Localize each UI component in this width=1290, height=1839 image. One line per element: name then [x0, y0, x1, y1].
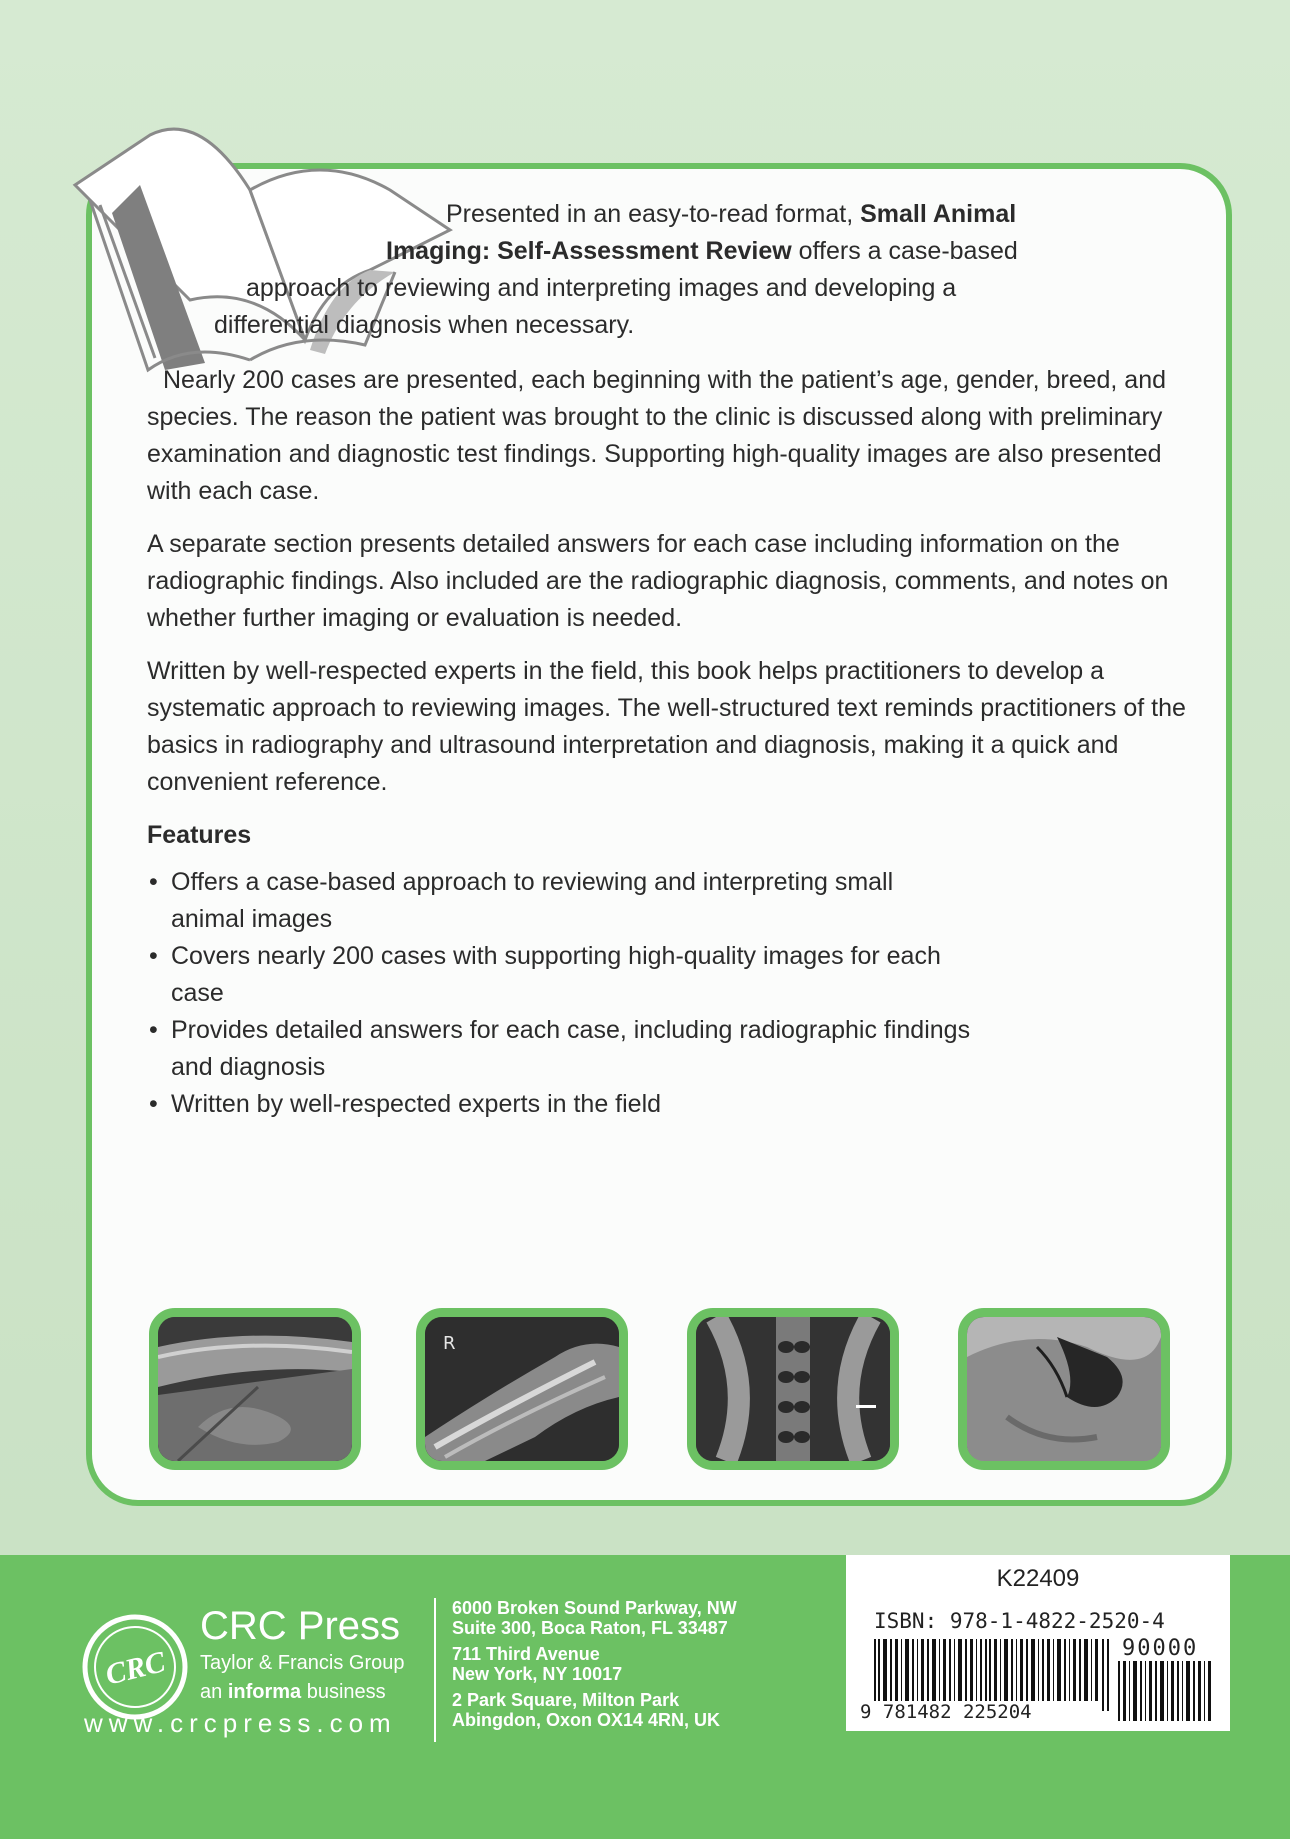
intro-title-b: Imaging: Self-Assessment Review	[386, 237, 792, 265]
radiograph-spine-image	[687, 1308, 899, 1470]
description	[147, 362, 1187, 1123]
radiograph-limb-image	[416, 1308, 628, 1470]
marker-r: R	[443, 1333, 456, 1354]
publisher-tagline	[200, 1679, 386, 1705]
feature-item: • Covers nearly 200 cases with supporting high-quality images for each case	[147, 938, 947, 1012]
logo-text: CRC	[102, 1645, 169, 1692]
address-line: 2 Park Square, Milton Park	[452, 1690, 680, 1710]
address-line: Suite 300, Boca Raton, FL 33487	[452, 1618, 728, 1638]
radiograph-contrast-image	[958, 1308, 1170, 1470]
intro-line-2b: offers a case-based	[791, 237, 1018, 265]
address-line: New York, NY 10017	[452, 1664, 623, 1684]
catalog-code: K22409	[996, 1565, 1080, 1592]
tagline-pre: an	[200, 1681, 228, 1703]
intro-line-3: approach to reviewing and interpreting images and developing a	[246, 274, 957, 302]
paragraph-3: Written by well-respected experts in the field, this book helps practitioners to develop a systematic approach to reviewing images. The well-structured text reminds practitioners of the basics in radiography and ultrasound interpretation and diagnosis, making it a quick and convenient reference.	[147, 657, 1186, 796]
barcode-box	[846, 1555, 1230, 1731]
publisher-url[interactable]: www.crcpress.com	[84, 1708, 397, 1738]
intro-line-1a: Presented in an easy-to-read format,	[446, 200, 861, 228]
price-barcode	[1118, 1661, 1214, 1721]
paragraph-1: Nearly 200 cases are presented, each beginning with the patient’s age, gender, breed, and species. The reason the patient was brought to the clinic is discussed along with preliminary examination and diagnostic test findings. Supporting high-quality images are also presented with each case.	[147, 366, 1167, 505]
intro-title-a: Small Animal	[860, 200, 1017, 228]
crc-logo-icon	[80, 1612, 190, 1722]
features-heading: Features	[147, 821, 252, 849]
footer-divider	[434, 1598, 436, 1742]
address-line: 6000 Broken Sound Parkway, NW	[452, 1598, 737, 1618]
price-code: 90000	[1122, 1636, 1199, 1661]
isbn-number: ISBN: 978-1-4822-2520-4	[874, 1609, 1165, 1633]
publisher-name: CRC Press	[200, 1604, 401, 1648]
feature-item: • Provides detailed answers for each case, including radiographic findings and diagnosis	[147, 1012, 1007, 1086]
feature-item: • Written by well-respected experts in the field	[147, 1086, 1047, 1123]
intro-line-4: differential diagnosis when necessary.	[214, 311, 635, 339]
radiograph-abdomen-image	[149, 1308, 361, 1470]
publisher-group: Taylor & Francis Group	[200, 1652, 405, 1674]
tagline-bold: informa	[227, 1681, 302, 1703]
address-line: 711 Third Avenue	[452, 1644, 600, 1664]
paragraph-2: A separate section presents detailed answers for each case including information on the radiographic findings. Also included are the radiographic diagnosis, comments, and notes on whether further imaging or evaluation is needed.	[147, 530, 1169, 632]
feature-item: • Offers a case-based approach to reviewing and interpreting small animal images	[147, 864, 927, 938]
address-line: Abingdon, Oxon OX14 4RN, UK	[452, 1710, 721, 1730]
ean-number: 9 781482 225204	[860, 1701, 1032, 1723]
publisher-address	[452, 1598, 737, 1730]
intro-text	[0, 196, 1160, 346]
tagline-post: business	[301, 1681, 386, 1703]
